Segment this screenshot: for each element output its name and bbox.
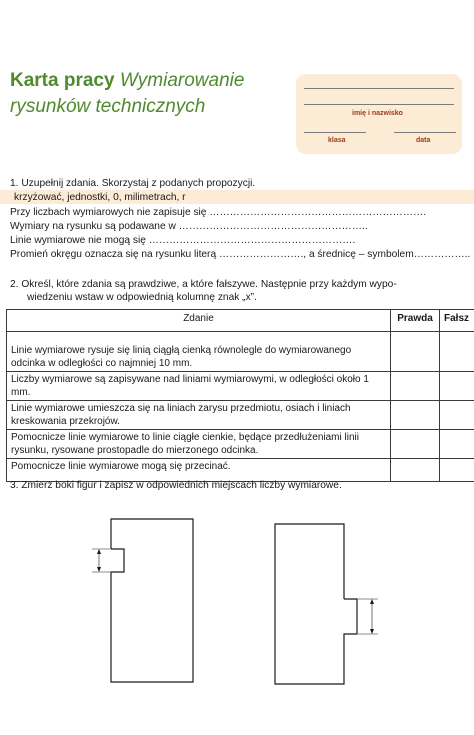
task1-sentence[interactable]: Przy liczbach wymiarowych nie zapisuje się ……………………………………………………….	[10, 207, 427, 218]
figure-2-outline	[275, 524, 357, 684]
true-cell[interactable]	[391, 401, 440, 430]
figure-1	[92, 519, 193, 682]
task1-sentence[interactable]: Linie wymiarowe nie mogą się …………………………………………………….	[10, 235, 356, 246]
figure-2	[275, 524, 378, 684]
table-row	[7, 430, 474, 459]
arrow-head	[97, 549, 101, 554]
name-line-2[interactable]	[304, 104, 454, 105]
table-row	[7, 372, 474, 401]
figure-1-outline	[111, 519, 193, 682]
arrow-head	[97, 567, 101, 572]
sentence-cell: Pomocnicze linie wymiarowe to linie ciągłe cienkie, będące przedłużeniami linii rysunku, rysowane prostopadle do mierzonego odcinka.	[7, 430, 391, 459]
column-header-true: Prawda	[391, 310, 440, 332]
true-cell[interactable]	[391, 430, 440, 459]
sentence-cell: Pomocnicze linie wymiarowe mogą się przecinać.	[7, 459, 391, 482]
arrow-head	[370, 599, 374, 604]
false-cell[interactable]	[440, 459, 474, 482]
sentence-cell: Linie wymiarowe rysuje się linią ciągłą cienką równolegle do wymiarowanego odcinka w odległości co najmniej 10 mm.	[7, 332, 391, 372]
task1-sentence[interactable]: Promień okręgu oznacza się na rysunku literą ……………………., a średnicę – symbolem……………..	[10, 249, 471, 260]
word-bank: krzyżować, jednostki, 0, milimetrach, r	[14, 192, 186, 203]
false-cell[interactable]	[440, 332, 474, 372]
name-label: imię i nazwisko	[352, 110, 403, 117]
true-false-table	[6, 309, 474, 482]
table-row	[7, 459, 474, 482]
arrow-head	[370, 629, 374, 634]
date-label: data	[416, 137, 431, 144]
task2-instruction: 2. Określ, które zdania są prawdziwe, a które fałszywe. Następnie przy każdym wypo- wiedzeniu wstaw w odpowiednią kolumnę znak „x”.	[10, 279, 397, 303]
table-row	[7, 332, 474, 372]
true-cell[interactable]	[391, 332, 440, 372]
class-line[interactable]	[304, 132, 366, 133]
task1-sentence[interactable]: Wymiary na rysunku są podawane w ………………………………………………..	[10, 221, 368, 232]
figures-drawing	[0, 510, 474, 735]
task3-instruction: 3. Zmierz boki figur i zapisz w odpowiednich miejscach liczby wymiarowe.	[10, 480, 342, 491]
true-cell[interactable]	[391, 372, 440, 401]
student-info-box	[296, 74, 462, 154]
true-cell[interactable]	[391, 459, 440, 482]
sentence-cell: Linie wymiarowe umieszcza się na liniach zarysu przedmiotu, osiach i liniach kreskowania przekrojów.	[7, 401, 391, 430]
table-row	[7, 401, 474, 430]
page-title: Karta pracy Wymiarowanie rysunków technicznych	[10, 70, 245, 117]
false-cell[interactable]	[440, 401, 474, 430]
table-header-row	[7, 310, 474, 332]
column-header-false: Fałsz	[440, 310, 474, 332]
false-cell[interactable]	[440, 372, 474, 401]
task1-instruction: 1. Uzupełnij zdania. Skorzystaj z podanych propozycji.	[10, 178, 256, 189]
class-label: klasa	[328, 137, 346, 144]
date-line[interactable]	[394, 132, 456, 133]
name-line-1[interactable]	[304, 88, 454, 89]
false-cell[interactable]	[440, 430, 474, 459]
column-header-sentence: Zdanie	[7, 310, 391, 332]
sentence-cell: Liczby wymiarowe są zapisywane nad liniami wymiarowymi, w odległości około 1 mm.	[7, 372, 391, 401]
